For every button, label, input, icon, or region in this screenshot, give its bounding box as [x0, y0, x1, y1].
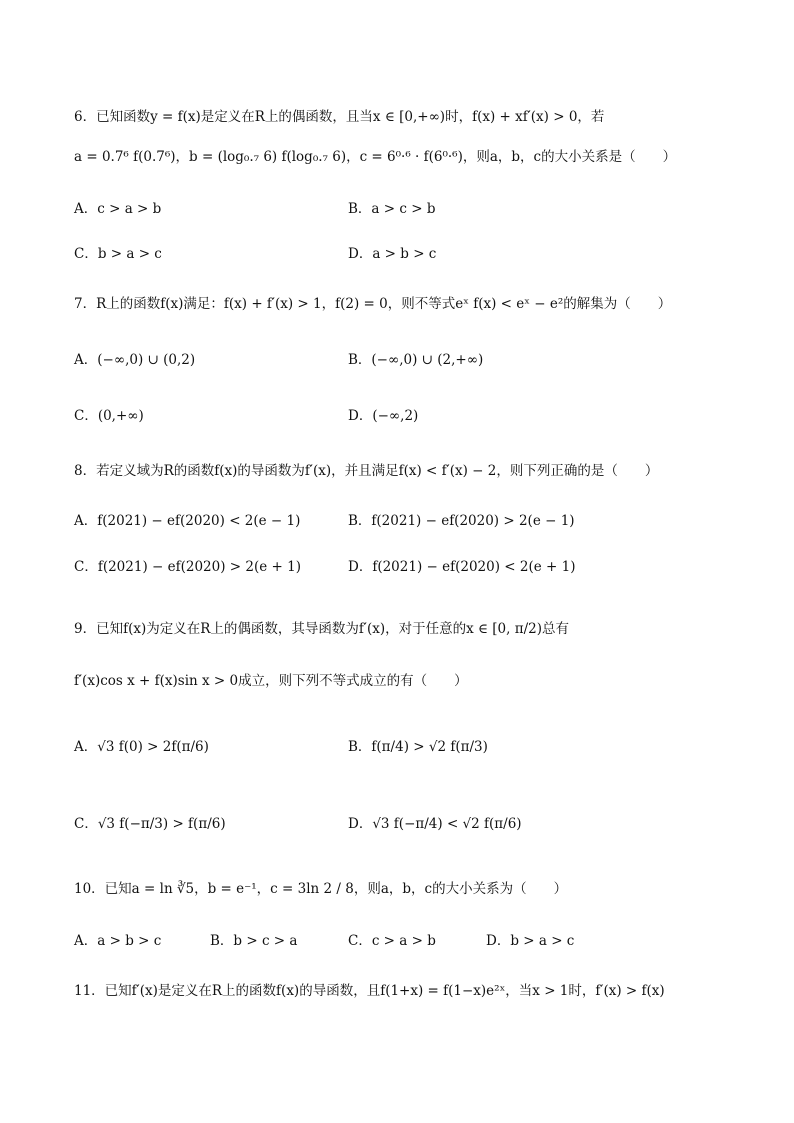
question-10-option-a: A．a > b > c: [74, 933, 162, 949]
question-8-option-c: C．f(2021) − ef(2020) > 2(e + 1): [74, 559, 301, 575]
question-6-option-c: C．b > a > c: [74, 246, 162, 262]
question-10-option-c: C．c > a > b: [348, 933, 436, 949]
question-7-line-1: 7．R上的函数f(x)满足：f(x) + f′(x) > 1，f(2) = 0，则不等式eˣ f(x) < eˣ − e²的解集为（ ）: [74, 296, 672, 312]
question-11-line-1: 11．已知f′(x)是定义在R上的函数f(x)的导函数，且f(1+x) = f(1−x)e²ˣ，当x > 1时，f′(x) > f(x): [74, 983, 665, 999]
question-8-line-1: 8．若定义域为R的函数f(x)的导函数为f′(x)，并且满足f(x) < f′(x) − 2，则下列正确的是（ ）: [74, 463, 659, 479]
question-9-option-a: A．√3 f(0) > 2f(π/6): [74, 739, 209, 755]
question-8-option-d: D．f(2021) − ef(2020) < 2(e + 1): [348, 559, 576, 575]
question-9-line-1: 9．已知f(x)为定义在R上的偶函数，其导函数为f′(x)，对于任意的x ∈ [0, π/2)总有: [74, 621, 570, 637]
question-10-option-d: D．b > a > c: [486, 933, 575, 949]
question-9-line-2: f′(x)cos x + f(x)sin x > 0成立，则下列不等式成立的有（ ）: [74, 673, 468, 689]
question-9-option-c: C．√3 f(−π/3) > f(π/6): [74, 816, 226, 832]
question-6-option-d: D．a > b > c: [348, 246, 437, 262]
question-7-option-d: D．(−∞,2): [348, 408, 419, 424]
question-6-line-1: 6．已知函数y = f(x)是定义在R上的偶函数，且当x ∈ [0,+∞)时，f(x) + xf′(x) > 0，若: [74, 109, 605, 125]
question-10-line-1: 10．已知a = ln ∛5，b = e⁻¹，c = 3ln 2 / 8，则a，b，c的大小关系为（ ）: [74, 881, 568, 897]
question-9-option-b: B．f(π/4) > √2 f(π/3): [348, 739, 488, 755]
question-6-option-b: B．a > c > b: [348, 201, 436, 217]
question-7-option-a: A．(−∞,0) ∪ (0,2): [74, 352, 196, 368]
question-7-option-c: C．(0,+∞): [74, 408, 144, 424]
question-8-option-b: B．f(2021) − ef(2020) > 2(e − 1): [348, 513, 575, 529]
question-6-option-a: A．c > a > b: [74, 201, 162, 217]
question-8-option-a: A．f(2021) − ef(2020) < 2(e − 1): [74, 513, 301, 529]
question-9-option-d: D．√3 f(−π/4) < √2 f(π/6): [348, 816, 522, 832]
question-7-option-b: B．(−∞,0) ∪ (2,+∞): [348, 352, 484, 368]
question-6-line-2: a = 0.7⁶ f(0.7⁶)，b = (log₀.₇ 6) f(log₀.₇ 6)，c = 6⁰·⁶ · f(6⁰·⁶)，则a，b，c的大小关系是（ ）: [74, 149, 677, 165]
question-10-option-b: B．b > c > a: [210, 933, 298, 949]
